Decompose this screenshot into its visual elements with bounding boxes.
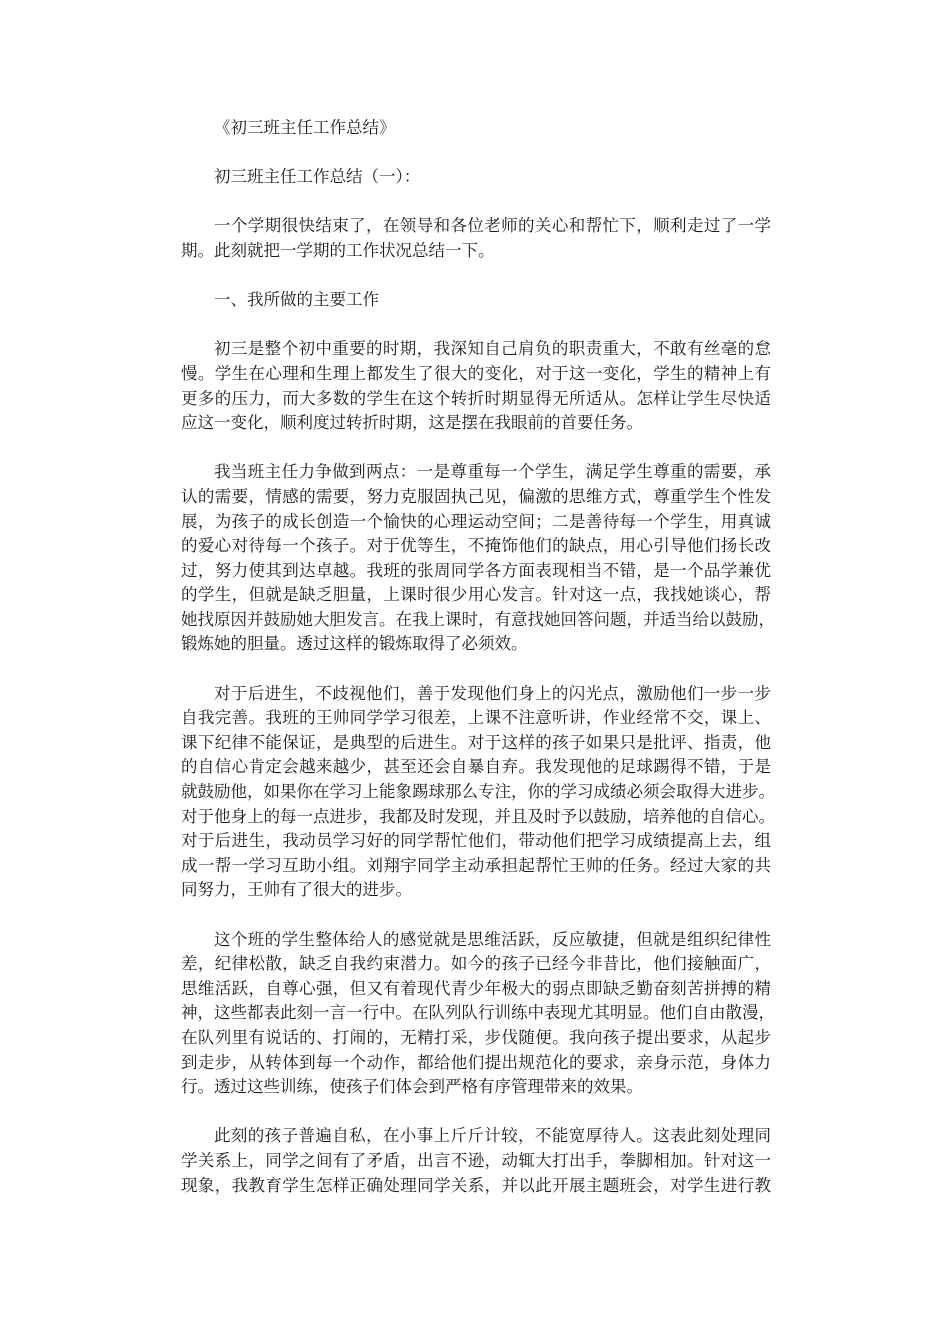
text-line: 学关系上，同学之间有了矛盾，出言不逊，动辄大打出手，拳脚相加。针对这一: [181, 1150, 771, 1170]
text-line: 认的需要，情感的需要，努力克服固执己见，偏激的思维方式，尊重学生个性发: [181, 486, 771, 506]
text-line: 对于后进生，我动员学习好的同学帮忙他们，带动他们把学习成绩提高上去，组: [181, 831, 771, 851]
text-line: 在队列里有说话的、打闹的，无精打采，步伐随便。我向孩子提出要求，从起步: [181, 1027, 771, 1047]
text-line: 初三是整个初中重要的时期，我深知自己肩负的职责重大，不敢有丝毫的怠: [214, 339, 771, 359]
document-subtitle: 初三班主任工作总结（一）：: [214, 167, 421, 187]
text-line: 思维活跃，自尊心强，但又有着现代青少年极大的弱点即缺乏勤奋刻苦拼搏的精: [181, 978, 771, 998]
text-line: 现象，我教育学生怎样正确处理同学关系，并以此开展主题班会，对学生进行教: [181, 1175, 771, 1195]
text-line: 对于后进生，不歧视他们，善于发现他们身上的闪光点，激励他们一步一步: [214, 683, 771, 703]
text-line: 锻炼她的胆量。透过这样的锻炼取得了必须效。: [181, 634, 528, 654]
text-line: 的自信心肯定会越来越少，甚至还会自暴自弃。我发现他的足球踢得不错，于是: [181, 757, 771, 777]
text-line: 我当班主任力争做到两点：一是尊重每一个学生，满足学生尊重的需要，承: [214, 462, 771, 482]
paragraph-3: [181, 682, 775, 903]
paragraph-5: [181, 1124, 771, 1198]
paragraph-4: [181, 928, 775, 1100]
section-heading: 一、我所做的主要工作: [214, 290, 379, 310]
text-line: 此刻的孩子普遍自私，在小事上斤斤计较，不能宽厚待人。这表此刻处理同: [214, 1126, 771, 1146]
text-line: 的爱心对待每一个孩子。对于优等生，不掩饰他们的缺点，用心引导他们扬长改: [181, 536, 771, 556]
text-line: 同努力，王帅有了很大的进步。: [181, 880, 412, 900]
document-page: [181, 116, 775, 1223]
text-line: 她找原因并鼓励她大胆发言。在我上课时，有意找她回答问题，并适当给以鼓励，: [181, 609, 775, 629]
text-line: 期。此刻就把一学期的工作状况总结一下。: [181, 240, 495, 260]
text-line: 对于他身上的每一点进步，我都及时发现，并且及时予以鼓励，培养他的自信心。: [181, 806, 775, 826]
paragraph-1: [181, 337, 771, 435]
text-line: 行。透过这些训练，使孩子们体会到严格有序管理带来的效果。: [181, 1077, 643, 1097]
text-line: 应这一变化，顺利度过转折时期，这是摆在我眼前的首要任务。: [181, 413, 643, 433]
text-line: 课下纪律不能保证，是典型的后进生。对于这样的孩子如果只是批评、指责，他: [181, 732, 771, 752]
text-line: 展，为孩子的成长创造一个愉快的心理运动空间；二是善待每一个学生，用真诚: [181, 511, 771, 531]
text-line: 到走步，从转体到每一个动作，都给他们提出规范化的要求，亲身示范，身体力: [181, 1052, 771, 1072]
document-title: 《初三班主任工作总结》: [214, 118, 396, 137]
text-line: 就鼓励他，如果你在学习上能象踢球那么专注，你的学习成绩必须会取得大进步。: [181, 782, 775, 802]
text-line: 慢。学生在心理和生理上都发生了很大的变化，对于这一变化，学生的精神上有: [181, 363, 771, 383]
text-line: 更多的压力，而大多数的学生在这个转折时期显得无所适从。怎样让学生尽快适: [181, 388, 771, 408]
text-line: 自我完善。我班的王帅同学学习很差，上课不注意听讲，作业经常不交，课上、: [181, 708, 771, 728]
text-line: 的学生，但就是缺乏胆量，上课时很少用心发言。针对这一点，我找她谈心，帮: [181, 585, 771, 605]
text-line: 过，努力使其到达卓越。我班的张周同学各方面表现相当不错，是一个品学兼优: [181, 560, 771, 580]
text-line: 一个学期很快结束了，在领导和各位老师的关心和帮忙下，顺利走过了一学: [214, 216, 771, 236]
text-line: 神，这些都表此刻一言一行中。在队列队行训练中表现尤其明显。他们自由散漫，: [181, 1003, 775, 1023]
paragraph-2: [181, 460, 775, 657]
text-line: 成一帮一学习互助小组。刘翔宇同学主动承担起帮忙王帅的任务。经过大家的共: [181, 855, 771, 875]
text-line: 这个班的学生整体给人的感觉就是思维活跃，反应敏捷，但就是组织纪律性: [214, 929, 771, 949]
intro-paragraph: [181, 214, 771, 263]
text-line: 差，纪律松散，缺乏自我约束潜力。如今的孩子已经今非昔比，他们接触面广，: [181, 954, 771, 974]
